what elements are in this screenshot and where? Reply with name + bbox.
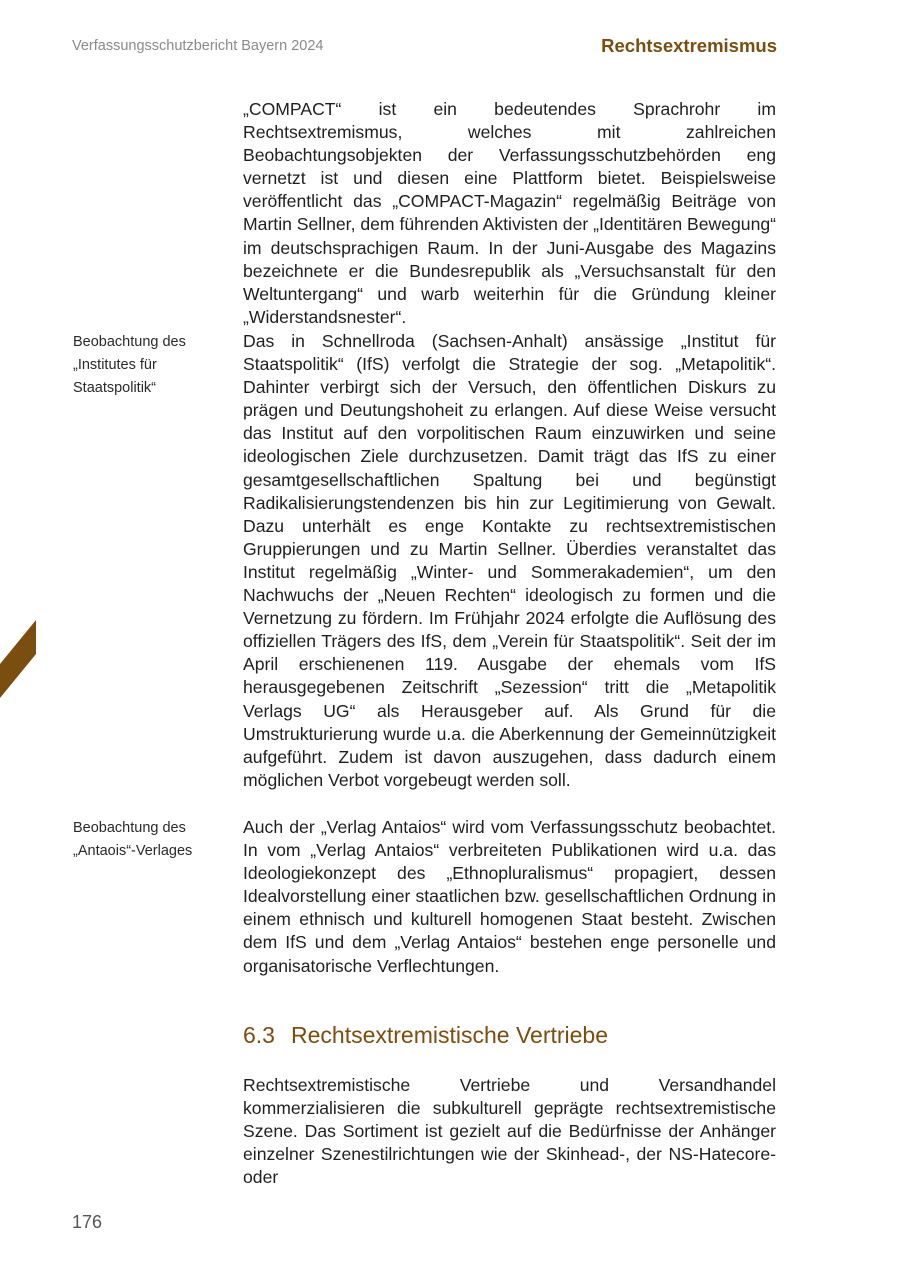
chapter-tab-marker [0,620,36,698]
page-number: 176 [72,1212,103,1232]
paragraph-ifs: Das in Schnellroda (Sachsen-Anhalt) ansässige „Institut für Staatspolitik“ (IfS) verfolgt die Strategie der sog. „Metapolitik“. Dahinter verbirgt sich der Versuch, den öffentlichen Diskurs zu prägen und Deutungshoheit zu erlangen. Auf diese Weise versucht das Institut auf den vorpolitischen Raum einzuwirken und seine ideologischen Ziele durchzusetzen. Damit trägt das IfS zu einer gesamtgesellschaftlichen Spaltung bei und begünstigt Radikalisierungstendenzen bis hin zur Legitimierung von Gewalt. Dazu unterhält es enge Kontakte zu rechtsextremistischen Gruppierungen und zu Martin Sellner. Überdies veranstaltet das Institut regelmäßig „Winter- und Sommerakademien“, um den Nachwuchs der „Neuen Rechten“ ideologisch zu formen und die Vernetzung zu fördern. Im Frühjahr 2024 erfolgte die Auflösung des offiziellen Trägers des IfS, dem „Verein für Staatspolitik“. Seit der im April erschienenen 119. Ausgabe der ehemals vom IfS herausgegebenen Zeitschrift „Sezession“ tritt die „Metapolitik Verlags UG“ als Herausgeber auf. Als Grund für die Umstrukturierung wurde u.a. die Aberkennung der Gemeinnützigkeit aufgeführt. Zudem ist davon auszugehen, dass dadurch einem möglichen Verbot vorgebeugt werden soll. [243,331,776,790]
paragraph-antaios: Auch der „Verlag Antaios“ wird vom Verfassungsschutz beobachtet. In vom „Verlag Antaios“ verbreiteten Publikationen wird u.a. das Ideologiekonzept des „Ethnopluralismus“ propagiert, dessen Idealvorstellung einer staatlichen bzw. gesellschaftlichen Ordnung in einem ethnisch und kulturell homogenen Staat besteht. Zwischen dem IfS und dem „Verlag Antaios“ bestehen enge personelle und organisatorische Verflechtungen. [243,817,776,976]
section-number: 6.3 [243,1022,275,1048]
paragraph-vertriebe: Rechtsextremistische Vertriebe und Versandhandel kommerzialisieren die subkulturell geprägte rechtsextremistische Szene. Das Sortiment ist gezielt auf die Bedürfnisse der Anhänger einzelner Szenestilrichtungen wie der Skinhead-, der NS-Hatecore- oder [243,1075,776,1188]
margin-note-ifs: Beobachtung des „Institutes für Staatspolitik“ [73,334,186,396]
section-heading [243,1022,776,1049]
margin-note-antaios: Beobachtung des „Antaois“-Verlages [73,820,193,859]
running-header-chapter: Rechtsextremismus [601,35,777,56]
running-header-title: Verfassungsschutzbericht Bayern 2024 [72,38,324,54]
section-title: Rechtsextremistische Vertriebe [291,1022,609,1048]
paragraph-compact: „COMPACT“ ist ein bedeutendes Sprachrohr im Rechtsextremismus, welches mit zahlreichen Beobachtungsobjekten der Verfassungsschutzbehörden eng vernetzt ist und diesen eine Plattform bietet. Beispielsweise veröffentlicht das „COMPACT-Magazin“ regelmäßig Beiträge von Martin Sellner, dem führenden Aktivisten der „Identitären Bewegung“ im deutschsprachigen Raum. In der Juni-Ausgabe des Magazins bezeichnete er die Bundesrepublik als „Versuchsanstalt für den Weltuntergang“ und warb weiterhin für die Gründung kleiner „Widerstandsnester“. [243,99,777,327]
